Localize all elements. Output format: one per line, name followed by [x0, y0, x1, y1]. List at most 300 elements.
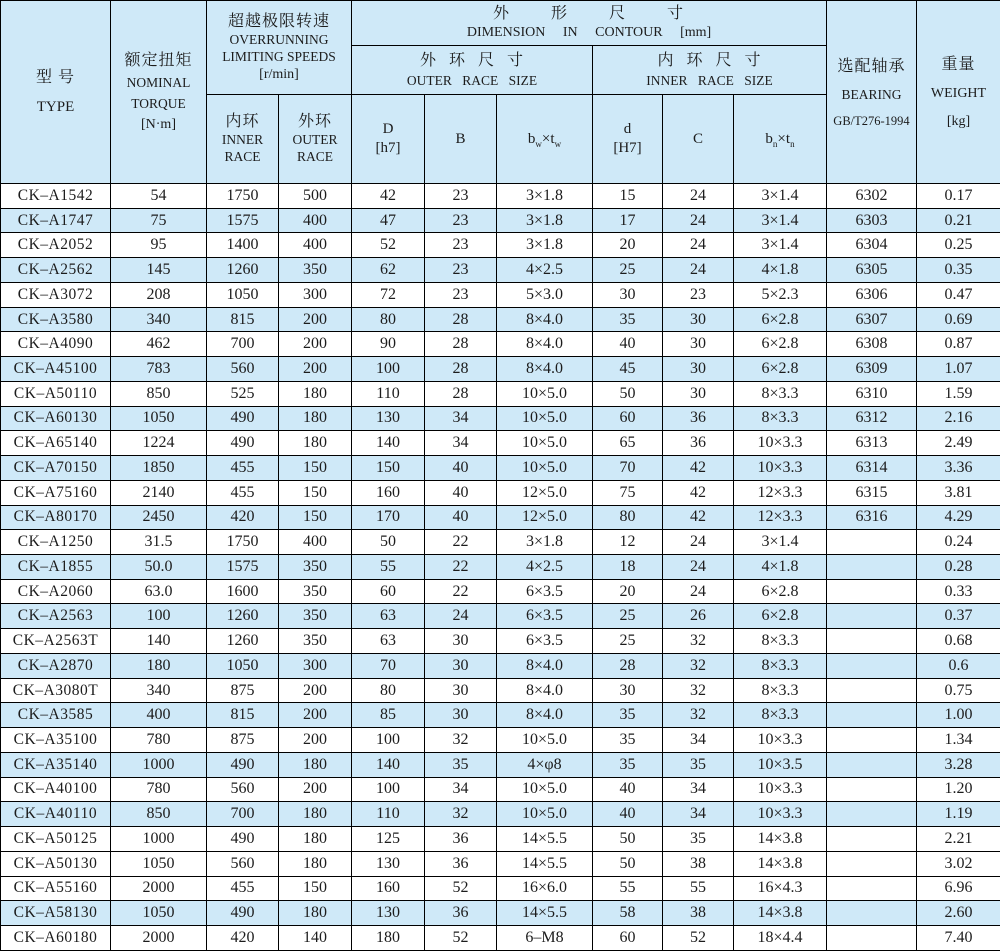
cell-type: CK–A2870 — [1, 653, 111, 678]
cell-bearing — [827, 901, 917, 926]
header-weight-en: WEIGHT — [930, 86, 987, 102]
cell-type: CK–A60180 — [1, 926, 111, 951]
cell-dim-C: 30 — [663, 332, 734, 357]
table-row — [1, 480, 1000, 505]
cell-type: CK–A40110 — [1, 802, 111, 827]
cell-type: CK–A45100 — [1, 357, 111, 382]
cell-dim-C: 42 — [663, 505, 734, 530]
cell-dim-bwtw: 14×5.5 — [497, 827, 593, 852]
cell-type: CK–A1747 — [1, 208, 111, 233]
cell-dim-bwtw: 6×3.5 — [497, 579, 593, 604]
cell-dim-bntn: 10×3.3 — [734, 431, 827, 456]
header-bearing — [827, 1, 917, 184]
cell-dim-C: 24 — [663, 233, 734, 258]
cell-dim-bwtw: 8×4.0 — [497, 678, 593, 703]
header-inner-race-size — [593, 46, 827, 95]
cell-speed-inner: 490 — [207, 752, 279, 777]
table-row — [1, 728, 1000, 753]
cell-dim-d: 40 — [593, 332, 663, 357]
cell-dim-d: 35 — [593, 307, 663, 332]
cell-torque: 2140 — [111, 480, 207, 505]
cell-bearing — [827, 876, 917, 901]
cell-dim-C: 38 — [663, 851, 734, 876]
cell-torque: 780 — [111, 777, 207, 802]
cell-dim-C: 35 — [663, 752, 734, 777]
cell-dim-bwtw: 8×4.0 — [497, 653, 593, 678]
cell-dim-bntn: 8×3.3 — [734, 703, 827, 728]
cell-speed-outer: 180 — [279, 381, 352, 406]
cell-dim-B: 36 — [425, 827, 497, 852]
cell-dim-bwtw: 6–M8 — [497, 926, 593, 951]
cell-dim-d: 80 — [593, 505, 663, 530]
header-torque — [111, 1, 207, 184]
cell-bearing: 6303 — [827, 208, 917, 233]
cell-dim-C: 42 — [663, 480, 734, 505]
cell-dim-B: 32 — [425, 728, 497, 753]
cell-dim-B: 40 — [425, 456, 497, 481]
cell-weight: 0.35 — [917, 258, 1000, 283]
cell-dim-D: 100 — [352, 728, 425, 753]
header-col-D — [352, 95, 425, 184]
cell-dim-B: 32 — [425, 802, 497, 827]
cell-speed-inner: 525 — [207, 381, 279, 406]
cell-bearing — [827, 827, 917, 852]
cell-torque: 462 — [111, 332, 207, 357]
cell-dim-bwtw: 6×3.5 — [497, 629, 593, 654]
cell-speed-outer: 400 — [279, 208, 352, 233]
cell-speed-outer: 200 — [279, 777, 352, 802]
cell-dim-D: 50 — [352, 530, 425, 555]
table-row — [1, 629, 1000, 654]
cell-dim-d: 15 — [593, 184, 663, 209]
cell-speed-inner: 490 — [207, 406, 279, 431]
cell-speed-inner: 1575 — [207, 555, 279, 580]
header-torque-en2: TORQUE — [131, 95, 186, 111]
cell-dim-bntn: 14×3.8 — [734, 901, 827, 926]
cell-dim-d: 20 — [593, 579, 663, 604]
cell-dim-d: 50 — [593, 381, 663, 406]
header-speeds-unit: [r/min] — [259, 66, 299, 82]
header-col-bntn-label: $b_n\times t_n$ — [765, 130, 795, 149]
header-weight-zh: 重量 — [941, 56, 976, 74]
cell-dim-d: 50 — [593, 827, 663, 852]
cell-speed-outer: 180 — [279, 802, 352, 827]
cell-type: CK–A1250 — [1, 530, 111, 555]
cell-dim-C: 42 — [663, 456, 734, 481]
cell-dim-C: 35 — [663, 827, 734, 852]
cell-speed-inner: 455 — [207, 480, 279, 505]
cell-dim-bntn: 16×4.3 — [734, 876, 827, 901]
cell-dim-bntn: 14×3.8 — [734, 851, 827, 876]
cell-dim-bwtw: 8×4.0 — [497, 703, 593, 728]
cell-dim-bntn: 14×3.8 — [734, 827, 827, 852]
cell-dim-bwtw: 16×6.0 — [497, 876, 593, 901]
header-speed-inner-zh: 内环 — [225, 113, 260, 131]
cell-dim-d: 70 — [593, 456, 663, 481]
header-col-D-line1: D — [382, 121, 394, 138]
cell-type: CK–A1855 — [1, 555, 111, 580]
cell-weight: 2.49 — [917, 431, 1000, 456]
cell-bearing — [827, 777, 917, 802]
cell-dim-D: 60 — [352, 579, 425, 604]
cell-dim-B: 30 — [425, 678, 497, 703]
cell-dim-bwtw: 4×φ8 — [497, 752, 593, 777]
cell-speed-inner: 815 — [207, 307, 279, 332]
cell-bearing — [827, 752, 917, 777]
cell-type: CK–A1542 — [1, 184, 111, 209]
header-col-bwtw-label: $b_w\times t_w$ — [527, 130, 562, 149]
cell-weight: 0.87 — [917, 332, 1000, 357]
header-bearing-zh: 选配轴承 — [837, 58, 906, 76]
cell-type: CK–A50125 — [1, 827, 111, 852]
header-col-d — [593, 95, 663, 184]
cell-dim-bwtw: 8×4.0 — [497, 357, 593, 382]
cell-bearing: 6302 — [827, 184, 917, 209]
cell-dim-bntn: 10×3.3 — [734, 456, 827, 481]
table-row — [1, 282, 1000, 307]
cell-bearing — [827, 530, 917, 555]
table-row — [1, 184, 1000, 209]
cell-dim-B: 52 — [425, 876, 497, 901]
cell-dim-bntn: 12×3.3 — [734, 480, 827, 505]
cell-weight: 7.40 — [917, 926, 1000, 951]
cell-dim-D: 140 — [352, 752, 425, 777]
cell-bearing: 6314 — [827, 456, 917, 481]
cell-dim-d: 35 — [593, 728, 663, 753]
cell-dim-bntn: 3×1.4 — [734, 208, 827, 233]
cell-dim-D: 100 — [352, 777, 425, 802]
cell-dim-d: 40 — [593, 777, 663, 802]
cell-weight: 0.47 — [917, 282, 1000, 307]
cell-dim-d: 17 — [593, 208, 663, 233]
table-header — [1, 1, 1000, 184]
cell-dim-C: 24 — [663, 555, 734, 580]
cell-weight: 3.81 — [917, 480, 1000, 505]
cell-speed-inner: 1260 — [207, 604, 279, 629]
header-weight-unit: [kg] — [946, 113, 971, 129]
cell-dim-D: 70 — [352, 653, 425, 678]
cell-dim-D: 160 — [352, 480, 425, 505]
header-col-bntn — [734, 95, 827, 184]
cell-weight: 0.33 — [917, 579, 1000, 604]
table-row — [1, 332, 1000, 357]
cell-speed-inner: 560 — [207, 851, 279, 876]
cell-torque: 2450 — [111, 505, 207, 530]
cell-type: CK–A2060 — [1, 579, 111, 604]
cell-dim-d: 28 — [593, 653, 663, 678]
cell-weight: 3.02 — [917, 851, 1000, 876]
cell-speed-outer: 400 — [279, 530, 352, 555]
cell-dim-B: 36 — [425, 851, 497, 876]
table-row — [1, 827, 1000, 852]
cell-dim-D: 90 — [352, 332, 425, 357]
table-row — [1, 555, 1000, 580]
cell-dim-C: 24 — [663, 530, 734, 555]
cell-torque: 340 — [111, 307, 207, 332]
cell-dim-bntn: 10×3.5 — [734, 752, 827, 777]
cell-dim-B: 24 — [425, 604, 497, 629]
cell-speed-inner: 815 — [207, 703, 279, 728]
cell-dim-d: 60 — [593, 926, 663, 951]
cell-dim-D: 72 — [352, 282, 425, 307]
cell-dim-B: 28 — [425, 357, 497, 382]
cell-speed-outer: 200 — [279, 728, 352, 753]
header-col-B — [425, 95, 497, 184]
cell-dim-C: 36 — [663, 406, 734, 431]
cell-dim-D: 52 — [352, 233, 425, 258]
cell-speed-outer: 300 — [279, 653, 352, 678]
cell-speed-inner: 1050 — [207, 282, 279, 307]
cell-weight: 1.34 — [917, 728, 1000, 753]
cell-dim-B: 36 — [425, 901, 497, 926]
cell-dim-bwtw: 3×1.8 — [497, 208, 593, 233]
cell-dim-bntn: 10×3.3 — [734, 777, 827, 802]
cell-type: CK–A2052 — [1, 233, 111, 258]
cell-dim-bntn: 3×1.4 — [734, 530, 827, 555]
cell-dim-bntn: 8×3.3 — [734, 381, 827, 406]
cell-torque: 1000 — [111, 827, 207, 852]
cell-dim-B: 40 — [425, 480, 497, 505]
cell-dim-bwtw: 10×5.0 — [497, 802, 593, 827]
cell-weight: 1.00 — [917, 703, 1000, 728]
cell-dim-bwtw: 12×5.0 — [497, 505, 593, 530]
cell-weight: 4.29 — [917, 505, 1000, 530]
cell-dim-bwtw: 4×2.5 — [497, 555, 593, 580]
cell-dim-B: 28 — [425, 307, 497, 332]
table-row — [1, 876, 1000, 901]
cell-torque: 54 — [111, 184, 207, 209]
table-row — [1, 530, 1000, 555]
header-type — [1, 1, 111, 184]
header-col-C — [663, 95, 734, 184]
table-row — [1, 604, 1000, 629]
cell-dim-B: 28 — [425, 332, 497, 357]
cell-torque: 1050 — [111, 901, 207, 926]
cell-dim-bntn: 8×3.3 — [734, 629, 827, 654]
cell-speed-inner: 1750 — [207, 184, 279, 209]
cell-type: CK–A2563 — [1, 604, 111, 629]
header-type-en: TYPE — [36, 98, 75, 115]
cell-dim-bwtw: 10×5.0 — [497, 728, 593, 753]
cell-torque: 100 — [111, 604, 207, 629]
cell-dim-D: 100 — [352, 357, 425, 382]
cell-type: CK–A58130 — [1, 901, 111, 926]
cell-torque: 75 — [111, 208, 207, 233]
cell-dim-bwtw: 5×3.0 — [497, 282, 593, 307]
cell-torque: 850 — [111, 381, 207, 406]
cell-dim-d: 35 — [593, 752, 663, 777]
cell-bearing: 6308 — [827, 332, 917, 357]
header-col-d-line1: d — [623, 121, 632, 138]
table-row — [1, 406, 1000, 431]
cell-torque: 1224 — [111, 431, 207, 456]
cell-bearing: 6313 — [827, 431, 917, 456]
cell-type: CK–A65140 — [1, 431, 111, 456]
cell-speed-inner: 1400 — [207, 233, 279, 258]
cell-type: CK–A70150 — [1, 456, 111, 481]
header-speeds-en1: OVERRUNNING — [229, 31, 329, 47]
cell-bearing: 6310 — [827, 381, 917, 406]
cell-dim-d: 55 — [593, 876, 663, 901]
cell-dim-bwtw: 12×5.0 — [497, 480, 593, 505]
header-speed-outer-en1: OUTER — [292, 132, 338, 148]
header-speeds-en2: LIMITING SPEEDS — [222, 48, 336, 64]
cell-dim-C: 52 — [663, 926, 734, 951]
cell-dim-bntn: 12×3.3 — [734, 505, 827, 530]
cell-type: CK–A2563T — [1, 629, 111, 654]
cell-type: CK–A50130 — [1, 851, 111, 876]
cell-dim-B: 30 — [425, 703, 497, 728]
cell-weight: 0.75 — [917, 678, 1000, 703]
cell-speed-outer: 180 — [279, 827, 352, 852]
cell-dim-C: 34 — [663, 802, 734, 827]
header-dimension-en: DIMENSION IN CONTOUR [mm] — [466, 25, 712, 41]
table-row — [1, 258, 1000, 283]
cell-dim-d: 30 — [593, 678, 663, 703]
table-row — [1, 431, 1000, 456]
cell-dim-D: 110 — [352, 381, 425, 406]
table-row — [1, 579, 1000, 604]
header-speed-outer-race — [279, 95, 352, 184]
cell-speed-inner: 420 — [207, 926, 279, 951]
cell-dim-D: 130 — [352, 901, 425, 926]
cell-dim-D: 160 — [352, 876, 425, 901]
cell-speed-inner: 1260 — [207, 629, 279, 654]
cell-weight: 1.59 — [917, 381, 1000, 406]
cell-dim-C: 30 — [663, 307, 734, 332]
cell-speed-outer: 150 — [279, 456, 352, 481]
cell-dim-B: 22 — [425, 579, 497, 604]
cell-bearing — [827, 728, 917, 753]
cell-dim-D: 80 — [352, 307, 425, 332]
cell-weight: 2.16 — [917, 406, 1000, 431]
cell-dim-B: 34 — [425, 406, 497, 431]
cell-speed-outer: 350 — [279, 555, 352, 580]
cell-torque: 780 — [111, 728, 207, 753]
cell-dim-C: 24 — [663, 579, 734, 604]
cell-dim-bwtw: 6×3.5 — [497, 604, 593, 629]
cell-dim-D: 80 — [352, 678, 425, 703]
cell-dim-C: 34 — [663, 777, 734, 802]
cell-speed-outer: 150 — [279, 480, 352, 505]
cell-type: CK–A50110 — [1, 381, 111, 406]
cell-speed-outer: 150 — [279, 876, 352, 901]
cell-speed-outer: 180 — [279, 406, 352, 431]
cell-dim-bntn: 3×1.4 — [734, 233, 827, 258]
cell-weight: 2.21 — [917, 827, 1000, 852]
cell-speed-outer: 350 — [279, 258, 352, 283]
table-row — [1, 752, 1000, 777]
cell-speed-outer: 300 — [279, 282, 352, 307]
cell-weight: 1.19 — [917, 802, 1000, 827]
cell-dim-D: 42 — [352, 184, 425, 209]
cell-dim-bntn: 6×2.8 — [734, 332, 827, 357]
cell-dim-B: 52 — [425, 926, 497, 951]
header-speed-inner-en1: INNER — [221, 132, 264, 148]
table-row — [1, 357, 1000, 382]
cell-weight: 0.25 — [917, 233, 1000, 258]
cell-speed-outer: 180 — [279, 851, 352, 876]
cell-dim-bntn: 6×2.8 — [734, 579, 827, 604]
cell-bearing — [827, 653, 917, 678]
cell-speed-inner: 700 — [207, 332, 279, 357]
cell-dim-bntn: 6×2.8 — [734, 604, 827, 629]
cell-dim-C: 23 — [663, 282, 734, 307]
cell-dim-bwtw: 3×1.8 — [497, 233, 593, 258]
cell-dim-D: 85 — [352, 703, 425, 728]
cell-speed-inner: 1575 — [207, 208, 279, 233]
header-inner-race-size-zh: 内 环 尺 寸 — [657, 52, 762, 70]
cell-speed-outer: 150 — [279, 505, 352, 530]
cell-bearing: 6306 — [827, 282, 917, 307]
cell-speed-inner: 700 — [207, 802, 279, 827]
cell-dim-C: 30 — [663, 357, 734, 382]
cell-speed-outer: 350 — [279, 579, 352, 604]
cell-dim-C: 26 — [663, 604, 734, 629]
cell-dim-bntn: 3×1.4 — [734, 184, 827, 209]
cell-dim-B: 22 — [425, 530, 497, 555]
cell-dim-C: 34 — [663, 728, 734, 753]
cell-speed-outer: 200 — [279, 357, 352, 382]
cell-type: CK–A80170 — [1, 505, 111, 530]
cell-dim-d: 45 — [593, 357, 663, 382]
header-speeds — [207, 1, 352, 95]
header-outer-race-size-zh: 外 环 尺 寸 — [419, 52, 524, 70]
cell-bearing: 6305 — [827, 258, 917, 283]
cell-dim-d: 75 — [593, 480, 663, 505]
cell-weight: 3.28 — [917, 752, 1000, 777]
cell-torque: 1050 — [111, 406, 207, 431]
cell-dim-B: 34 — [425, 431, 497, 456]
cell-dim-bwtw: 3×1.8 — [497, 530, 593, 555]
cell-torque: 2000 — [111, 926, 207, 951]
cell-type: CK–A35100 — [1, 728, 111, 753]
header-col-d-line2: [H7] — [613, 140, 642, 156]
cell-dim-bntn: 4×1.8 — [734, 258, 827, 283]
cell-torque: 1000 — [111, 752, 207, 777]
header-outer-race-size-en: OUTER RACE SIZE — [406, 72, 538, 88]
cell-dim-bntn: 10×3.3 — [734, 728, 827, 753]
cell-speed-inner: 560 — [207, 777, 279, 802]
header-weight — [917, 1, 1000, 184]
cell-torque: 2000 — [111, 876, 207, 901]
cell-dim-bntn: 6×2.8 — [734, 357, 827, 382]
cell-dim-bntn: 8×3.3 — [734, 406, 827, 431]
cell-bearing — [827, 629, 917, 654]
cell-dim-d: 50 — [593, 851, 663, 876]
cell-type: CK–A3080T — [1, 678, 111, 703]
cell-speed-inner: 875 — [207, 728, 279, 753]
cell-type: CK–A3585 — [1, 703, 111, 728]
table-row — [1, 926, 1000, 951]
cell-dim-B: 23 — [425, 184, 497, 209]
cell-torque: 95 — [111, 233, 207, 258]
table-row — [1, 307, 1000, 332]
table-row — [1, 678, 1000, 703]
cell-dim-C: 55 — [663, 876, 734, 901]
cell-speed-inner: 420 — [207, 505, 279, 530]
cell-weight: 0.69 — [917, 307, 1000, 332]
header-speed-inner-en2: RACE — [224, 149, 261, 164]
cell-bearing — [827, 926, 917, 951]
cell-dim-D: 130 — [352, 851, 425, 876]
cell-speed-outer: 350 — [279, 604, 352, 629]
cell-dim-bwtw: 14×5.5 — [497, 851, 593, 876]
cell-type: CK–A75160 — [1, 480, 111, 505]
cell-torque: 850 — [111, 802, 207, 827]
cell-dim-D: 170 — [352, 505, 425, 530]
cell-bearing — [827, 678, 917, 703]
